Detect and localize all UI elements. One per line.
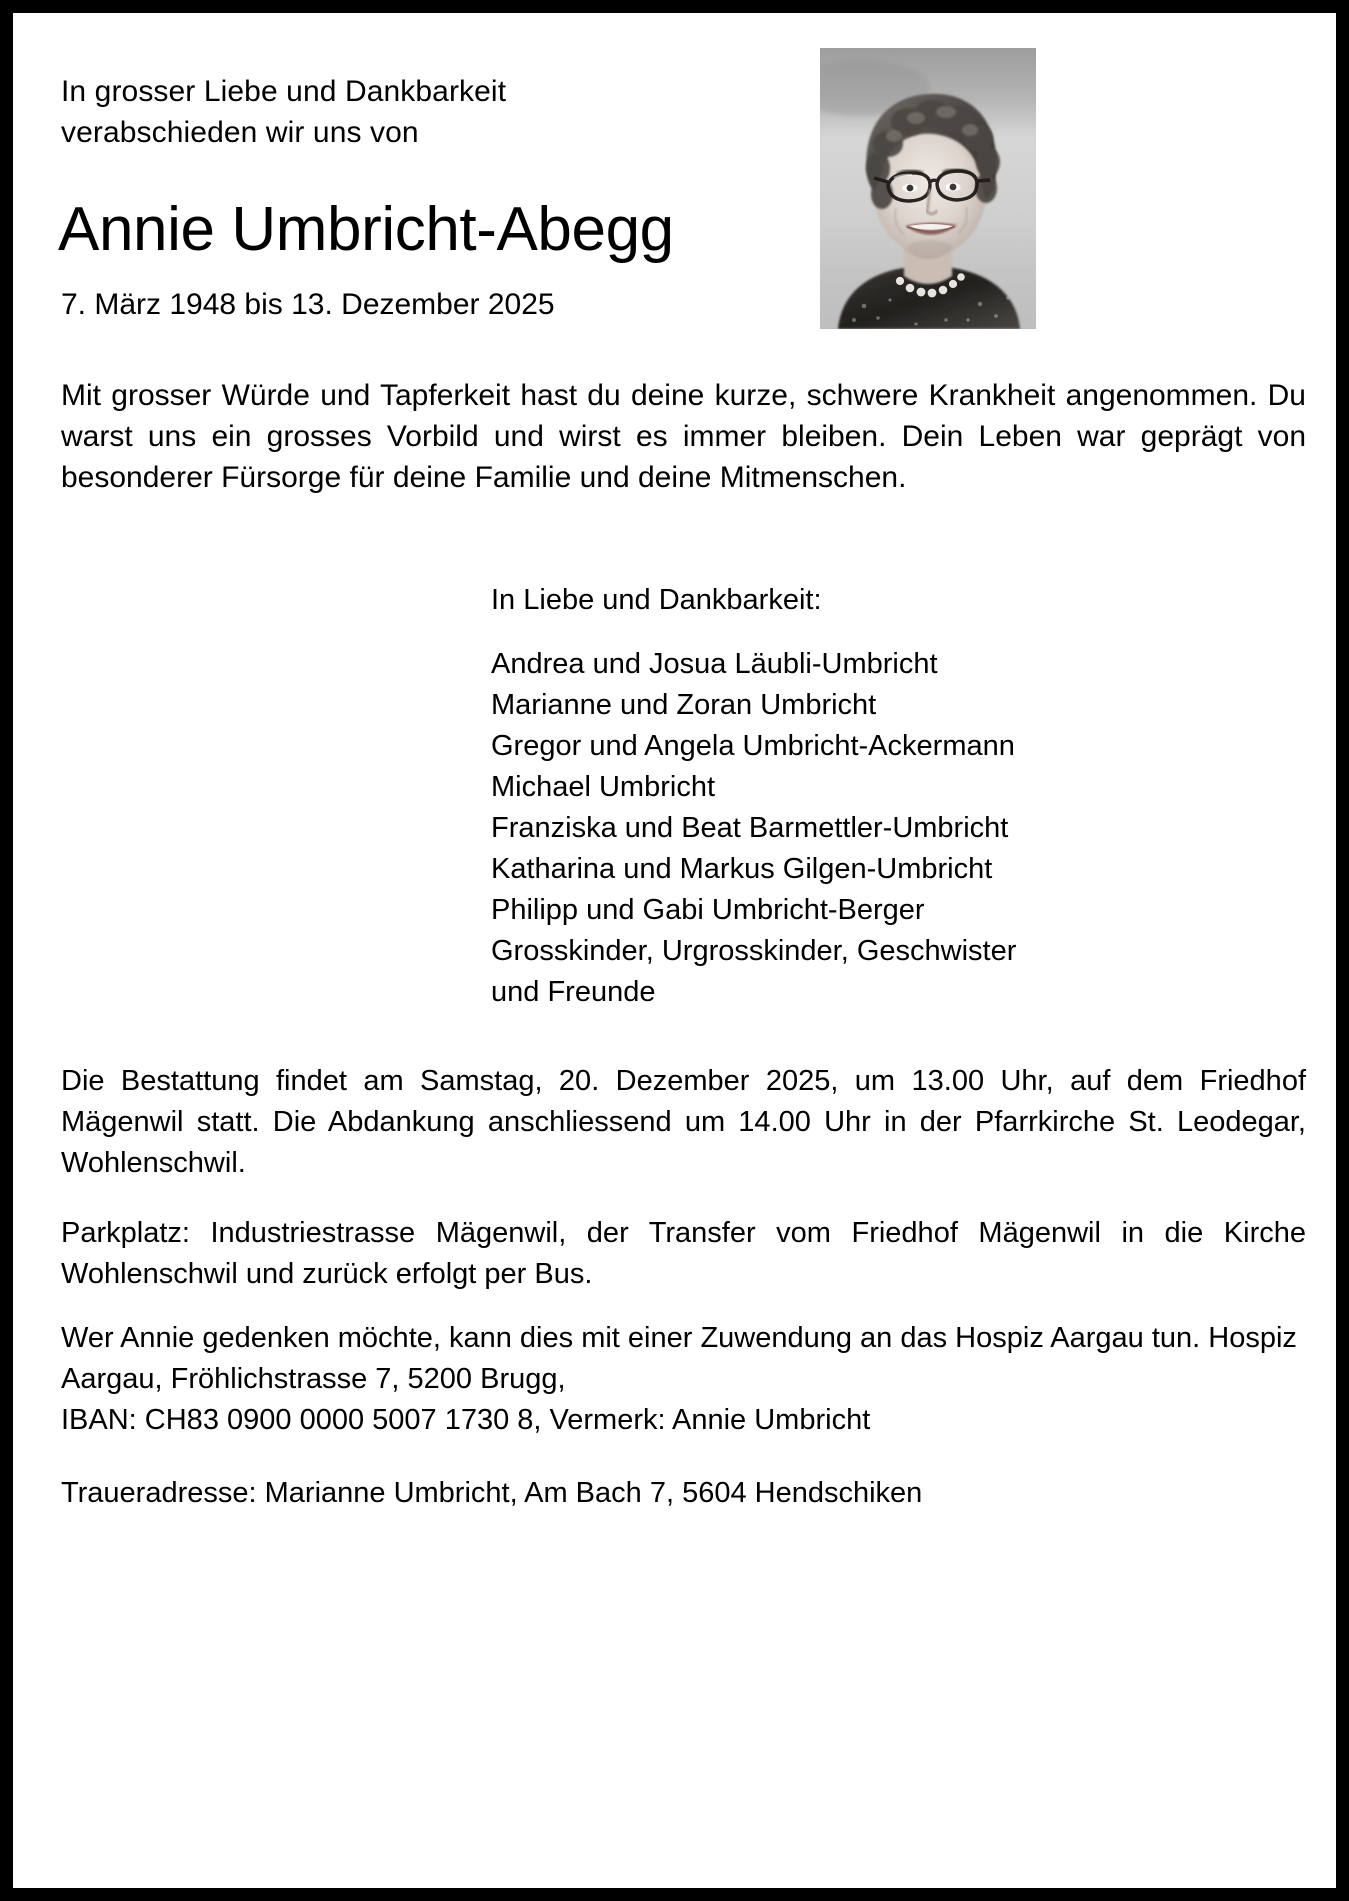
list-item: Franziska und Beat Barmettler-Umbricht <box>491 812 1009 844</box>
portrait-photo <box>820 48 1036 329</box>
survivors-intro: In Liebe und Dankbarkeit: <box>491 584 822 616</box>
list-item: Gregor und Angela Umbricht-Ackermann <box>491 730 1015 762</box>
portrait-photo-frame <box>820 48 1036 329</box>
list-item: Grosskinder, Urgrosskinder, Geschwister <box>491 935 1017 967</box>
notice-sheet <box>13 13 1336 1888</box>
survivors-list <box>491 644 1211 1013</box>
donation-details <box>61 1318 1306 1441</box>
opening-line-1: In grosser Liebe und Dankbarkeit <box>61 75 507 108</box>
donation-text: Wer Annie gedenken möchte, kann dies mit einer Zuwendung an das Hospiz Aargau tun. Hospiz Aargau, Fröhlichstrasse 7, 5200 Brugg, <box>61 1322 1297 1395</box>
tribute-paragraph: Mit grosser Würde und Tapferkeit hast du deine kurze, schwere Krankheit angenommen. Du warst uns ein grosses Vorbild und wirst es immer bleiben. Dein Leben war geprägt von besonderer Fürsorge für deine Familie und deine Mitmenschen. <box>61 379 1306 494</box>
list-item: Marianne und Zoran Umbricht <box>491 689 877 721</box>
opening-line-2: verabschieden wir uns von <box>61 116 419 149</box>
opening-text <box>61 71 801 153</box>
life-dates: 7. März 1948 bis 13. Dezember 2025 <box>61 288 555 321</box>
list-item: Michael Umbricht <box>491 771 715 803</box>
list-item: und Freunde <box>491 976 656 1008</box>
list-item: Katharina und Markus Gilgen-Umbricht <box>491 853 993 885</box>
parking-details: Parkplatz: Industriestrasse Mägenwil, der Transfer vom Friedhof Mägenwil in die Kirche Wohlenschwil und zurück erfolgt per Bus. <box>61 1217 1306 1290</box>
list-item: Philipp und Gabi Umbricht-Berger <box>491 894 925 926</box>
list-item: Andrea und Josua Läubli-Umbricht <box>491 648 938 680</box>
donation-iban: IBAN: CH83 0900 0000 5007 1730 8, Vermerk: Annie Umbricht <box>61 1404 871 1436</box>
mourning-address: Traueradresse: Marianne Umbricht, Am Bach 7, 5604 Hendschiken <box>61 1477 923 1509</box>
funeral-details: Die Bestattung findet am Samstag, 20. Dezember 2025, um 13.00 Uhr, auf dem Friedhof Mägenwil statt. Die Abdankung anschliessend um 14.00 Uhr in der Pfarrkirche St. Leodegar, Wohlenschwil. <box>61 1065 1306 1179</box>
deceased-name: Annie Umbricht-Abegg <box>58 195 674 264</box>
